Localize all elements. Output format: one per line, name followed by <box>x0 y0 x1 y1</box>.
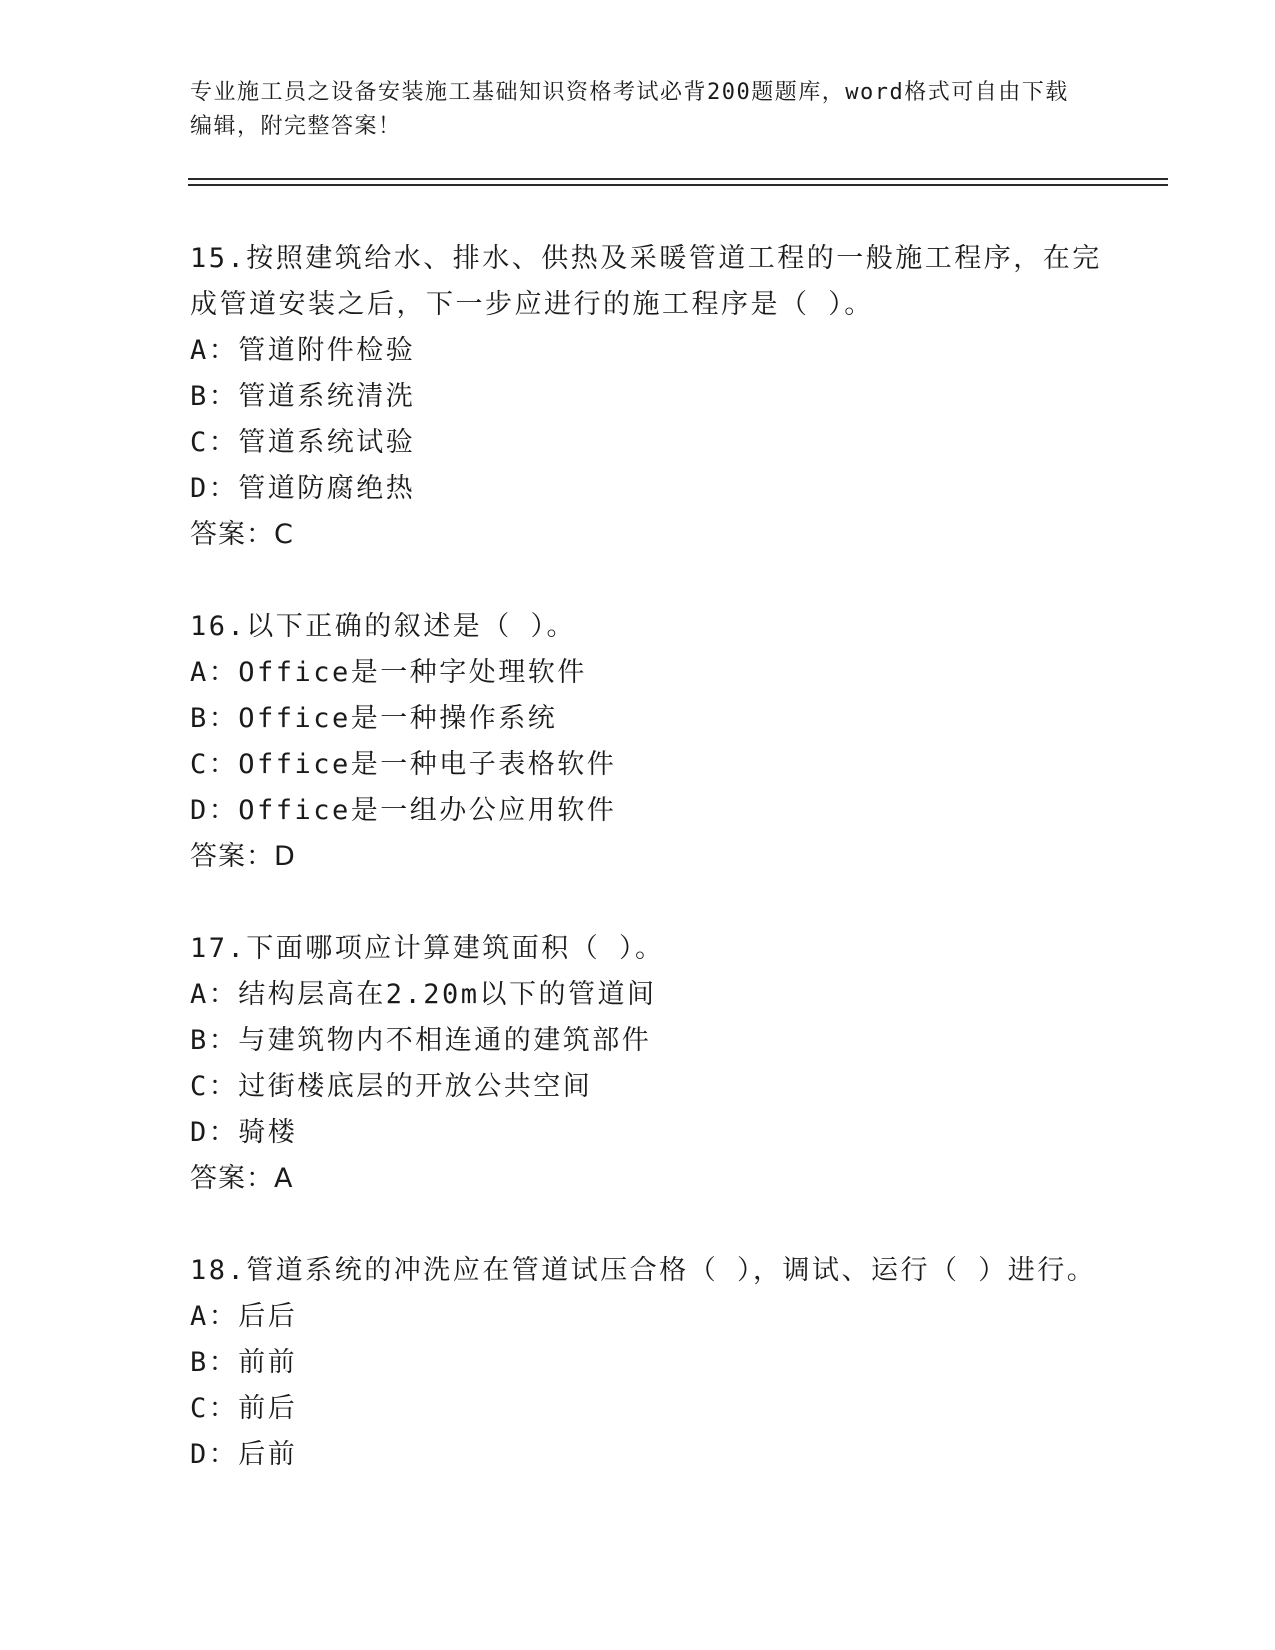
option-d: D：后前 <box>190 1439 298 1470</box>
option-b: B：与建筑物内不相连通的建筑部件 <box>190 1025 652 1056</box>
header-divider-bottom <box>188 184 1168 186</box>
option-d: D：Office是一组办公应用软件 <box>190 795 617 826</box>
question-18 <box>190 1248 1110 1478</box>
question-17 <box>190 926 1110 1202</box>
question-stem: 18.管道系统的冲洗应在管道试压合格（ ），调试、运行（ ）进行。 <box>190 1255 1097 1286</box>
question-16 <box>190 604 1110 880</box>
question-stem: 16.以下正确的叙述是（ ）。 <box>190 611 577 642</box>
option-a: A：后后 <box>190 1301 298 1332</box>
option-a: A：结构层高在2.20m以下的管道间 <box>190 979 657 1010</box>
answer: 答案：C <box>190 519 294 550</box>
option-a: A：Office是一种字处理软件 <box>190 657 587 688</box>
question-stem: 15.按照建筑给水、排水、供热及采暖管道工程的一般施工程序，在完成管道安装之后，下一步应进行的施工程序是（ ）。 <box>190 243 1102 320</box>
answer: 答案：D <box>190 841 296 872</box>
option-b: B：Office是一种操作系统 <box>190 703 558 734</box>
option-c: C：前后 <box>190 1393 298 1424</box>
option-c: C：Office是一种电子表格软件 <box>190 749 617 780</box>
option-d: D：管道防腐绝热 <box>190 473 416 504</box>
option-b: B：管道系统清洗 <box>190 381 416 412</box>
answer: 答案：A <box>190 1163 294 1194</box>
option-d: D：骑楼 <box>190 1117 298 1148</box>
option-b: B：前前 <box>190 1347 298 1378</box>
question-15 <box>190 236 1110 558</box>
header-divider-top <box>188 178 1168 180</box>
option-c: C：过街楼底层的开放公共空间 <box>190 1071 593 1102</box>
option-a: A：管道附件检验 <box>190 335 416 366</box>
option-c: C：管道系统试验 <box>190 427 416 458</box>
question-stem: 17.下面哪项应计算建筑面积（ ）。 <box>190 933 665 964</box>
document-header-title: 专业施工员之设备安装施工基础知识资格考试必背200题题库，word格式可自由下载编辑，附完整答案！ <box>190 80 1069 139</box>
